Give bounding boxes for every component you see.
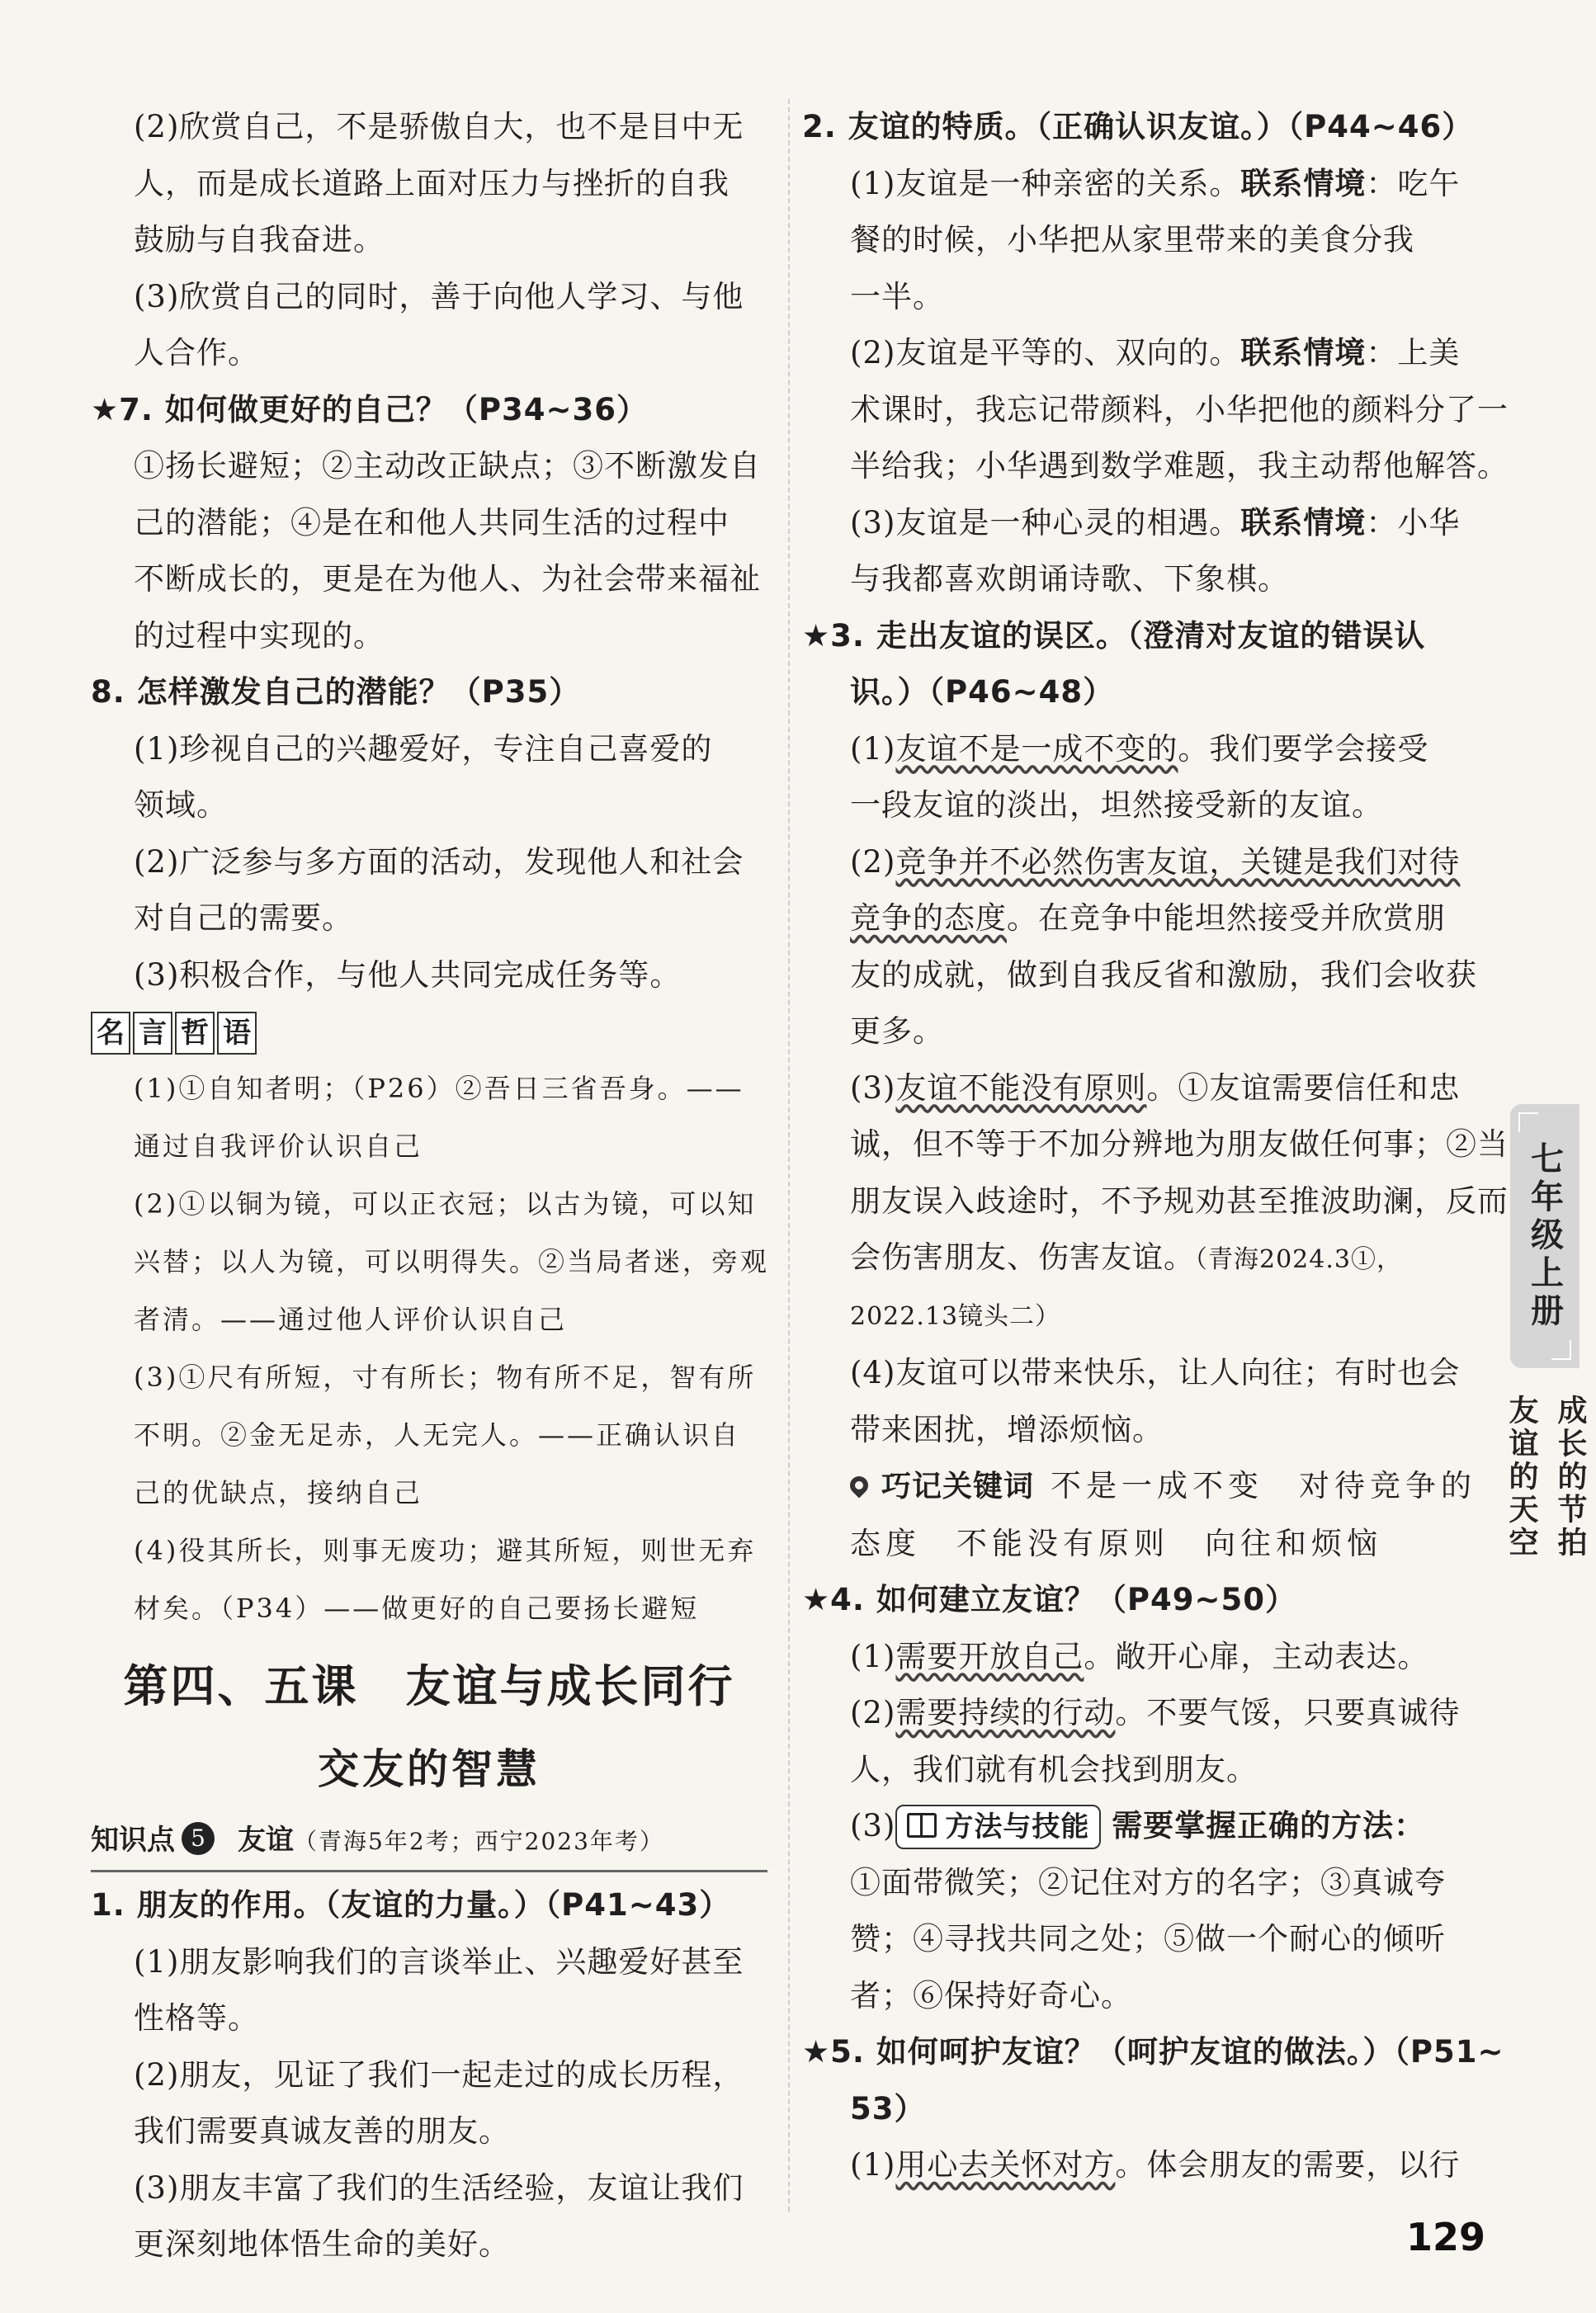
- text-span: (2): [850, 1695, 896, 1730]
- book-icon: [907, 1813, 937, 1838]
- question-4-title: ★4. 如何建立友谊？（P49~50）: [802, 1582, 1296, 1617]
- grade-side-tab: [1510, 1104, 1579, 1368]
- location-pin-icon: [846, 1472, 871, 1498]
- text-line: 一段友谊的淡出，坦然接受新的友谊。: [850, 787, 1383, 823]
- text-line: 不断成长的，更是在为他人、为社会带来福祉: [134, 561, 761, 597]
- mingyan-char: 言: [133, 1012, 172, 1055]
- text-line: 一半。: [850, 278, 944, 314]
- text-line: 半给我；小华遇到数学难题，我主动帮他解答。: [850, 448, 1509, 484]
- quote-line: 兴替；以人为镜，可以明得失。②当局者迷，旁观: [134, 1246, 770, 1277]
- text-line: 赞；④寻找共同之处；⑤做一个耐心的倾听: [850, 1921, 1446, 1957]
- method-badge-label: 方法与技能: [945, 1810, 1090, 1843]
- text-line: (1)朋友影响我们的言谈举止、兴趣爱好甚至: [134, 1943, 744, 1980]
- keywords-label: 巧记关键词: [881, 1470, 1035, 1503]
- text-line: (4)友谊可以带来快乐，让人向往；有时也会: [850, 1355, 1461, 1390]
- unit-side-labels: [1504, 1395, 1587, 1741]
- text-line: (3)欣赏自己的同时，善于向他人学习、与他: [134, 278, 744, 314]
- underlined-key-phrase: 竞争的态度: [850, 900, 1007, 936]
- knowledge-point-topic: 友谊: [238, 1824, 294, 1857]
- text-line: 术课时，我忘记带颜料，小华把他的颜料分了一: [850, 391, 1509, 427]
- underlined-key-phrase: 竞争并不必然伤害友谊，关键是我们对待: [895, 843, 1461, 880]
- text-line: 的过程中实现的。: [134, 617, 385, 654]
- text-line: [802, 1798, 1495, 1855]
- underlined-key-phrase: 用心去关怀对方: [895, 2147, 1116, 2183]
- text-line: 带来困扰，增添烦恼。: [850, 1411, 1164, 1447]
- exam-reference: （青海2024.3①，: [1195, 1245, 1402, 1274]
- chapter-title: 第四、五课 友谊与成长同行: [123, 1660, 735, 1712]
- mingyan-char: 语: [217, 1012, 257, 1055]
- knowledge-point-number: 5: [182, 1822, 215, 1855]
- text-line: 性格等。: [134, 2000, 259, 2036]
- text-line: (2)欣赏自己，不是骄傲自大，也不是目中无: [134, 109, 744, 144]
- text-line: 领域。: [134, 787, 228, 823]
- quote-line: 材矣。（P34）——做更好的自己要扬长避短: [134, 1593, 700, 1624]
- context-label: 联系情境: [1240, 504, 1367, 540]
- unit-label-1: 成长的节拍: [1553, 1395, 1587, 1560]
- quote-line: (1)①自知者明；（P26）②吾日三省吾身。——: [134, 1073, 744, 1104]
- text-line: 友的成就，做到自我反省和激励，我们会收获: [850, 956, 1477, 993]
- chapter-subtitle: 交友的智慧: [318, 1745, 541, 1793]
- text-line: 诚，但不等于不加分辨地为朋友做任何事；②当: [850, 1126, 1509, 1162]
- exam-reference: 2022.13镜头二）: [850, 1301, 1061, 1331]
- text-line: [802, 325, 1495, 382]
- text-line: (1)珍视自己的兴趣爱好，专注自己喜爱的: [134, 730, 713, 767]
- text-line: (3)朋友丰富了我们的生活经验，友谊让我们: [134, 2169, 744, 2206]
- corner-mark: [1518, 1112, 1538, 1132]
- quote-line: 者清。——通过他人评价认识自己: [134, 1304, 568, 1335]
- text-line: [802, 156, 1495, 213]
- question-7-title: ★7. 如何做更好的自己？（P34~36）: [91, 391, 648, 427]
- text-span: (1): [850, 1638, 896, 1674]
- unit-label-2: 友谊的天空: [1504, 1395, 1538, 1560]
- quote-line: 通过自我评价认识自己: [134, 1131, 423, 1162]
- question-8-title: 8. 怎样激发自己的潜能？（P35）: [91, 674, 581, 710]
- text-line: 人，而是成长道路上面对压力与挫折的自我: [134, 165, 730, 201]
- text-span: 需要掌握正确的方法：: [1112, 1808, 1426, 1843]
- text-span: 。体会朋友的需要，以行: [1115, 2147, 1461, 2183]
- text-line: [802, 495, 1495, 552]
- text-line: 人合作。: [134, 335, 259, 371]
- text-line: ①扬长避短；②主动改正缺点；③不断激发自: [134, 448, 761, 484]
- question-3-title-cont: 识。）（P46~48）: [850, 674, 1115, 710]
- question-5-title: ★5. 如何呵护友谊？（呵护友谊的做法。）（P51~: [802, 2034, 1504, 2070]
- text-line: 与我都喜欢朗诵诗歌、下象棋。: [850, 561, 1289, 597]
- text-span: 。不要气馁，只要真诚待: [1115, 1695, 1461, 1730]
- quote-line: 己的优缺点，接纳自己: [134, 1477, 423, 1508]
- text-line: 对自己的需要。: [134, 900, 353, 936]
- text-span: 。①友谊需要信任和忠: [1146, 1069, 1461, 1106]
- text-line: [802, 834, 1495, 891]
- column-divider: [788, 99, 790, 2212]
- text-line: [802, 1685, 1495, 1742]
- knowledge-point-note: （青海5年2考；西宁2023年考）: [294, 1828, 664, 1855]
- text-span: (2): [850, 843, 896, 880]
- text-line: 更深刻地体悟生命的美好。: [134, 2226, 510, 2262]
- grade-label: 七年级上册: [1525, 1141, 1564, 1331]
- question-1-title: 1. 朋友的作用。（友谊的力量。）（P41~43）: [91, 1887, 731, 1923]
- context-label: 联系情境: [1240, 165, 1367, 201]
- underlined-key-phrase: 需要持续的行动: [895, 1695, 1116, 1730]
- context-label: 联系情境: [1240, 335, 1367, 371]
- quote-line: 不明。②金无足赤，人无完人。——正确认识自: [134, 1419, 741, 1451]
- text-line: 者；⑥保持好奇心。: [850, 1977, 1132, 2013]
- text-span: 。敞开心扉，主动表达。: [1084, 1638, 1429, 1674]
- text-line: [802, 1060, 1495, 1117]
- text-line: [802, 1629, 1495, 1686]
- text-line: [802, 721, 1495, 778]
- knowledge-point-label: 知识点: [91, 1824, 175, 1857]
- underlined-key-phrase: 友谊不能没有原则: [895, 1069, 1147, 1106]
- mingyan-char: 哲: [175, 1012, 215, 1055]
- text-line: 鼓励与自我奋进。: [134, 222, 385, 257]
- left-column: [91, 99, 770, 2273]
- text-line: (2)广泛参与多方面的活动，发现他人和社会: [134, 843, 744, 880]
- underlined-key-phrase: 友谊不是一成不变的: [895, 730, 1178, 767]
- text-line: 己的潜能；④是在和他人共同生活的过程中: [134, 504, 730, 540]
- text-span: (3)友谊是一种心灵的相遇。: [850, 504, 1241, 540]
- text-span: 。在竞争中能坦然接受并欣赏朋: [1007, 900, 1446, 936]
- page-number: 129: [1406, 2215, 1486, 2259]
- quote-line: (4)役其所长，则事无废功；避其所短，则世无弃: [134, 1535, 757, 1566]
- text-line: [802, 2137, 1495, 2194]
- text-line: 更多。: [850, 1013, 944, 1049]
- text-span: (3): [850, 1808, 896, 1843]
- text-span: ：小华: [1366, 504, 1461, 540]
- keywords-text: 不是一成不变 对待竞争的: [1051, 1468, 1477, 1503]
- text-line: (3)积极合作，与他人共同完成任务等。: [134, 956, 682, 993]
- mingyan-char: 名: [91, 1012, 130, 1055]
- keywords-line: [802, 1458, 1495, 1516]
- text-line: [802, 890, 1495, 947]
- text-line: (2)朋友，见证了我们一起走过的成长历程，: [134, 2056, 744, 2093]
- text-span: (3): [850, 1069, 896, 1106]
- knowledge-point-bar: [91, 1817, 767, 1872]
- text-span: 。我们要学会接受: [1178, 730, 1429, 767]
- text-span: (2)友谊是平等的、双向的。: [850, 335, 1241, 371]
- text-line: 人，我们就有机会找到朋友。: [850, 1751, 1258, 1787]
- text-span: ：吃午: [1366, 165, 1461, 201]
- question-2-title: 2. 友谊的特质。（正确认识友谊。）（P44~46）: [802, 109, 1474, 144]
- keywords-text: 态度 不能没有原则 向往和烦恼: [850, 1525, 1382, 1561]
- text-span: ：上美: [1366, 335, 1461, 371]
- text-span: (1): [850, 730, 896, 767]
- underlined-key-phrase: 需要开放自己: [895, 1638, 1084, 1674]
- text-line: 餐的时候，小华把从家里带来的美食分我: [850, 222, 1414, 257]
- quote-line: (2)①以铜为镜，可以正衣冠；以古为镜，可以知: [134, 1188, 757, 1220]
- question-5-title-cont: 53）: [850, 2090, 926, 2127]
- quote-line: (3)①尺有所短，寸有所长；物有所不足，智有所: [134, 1362, 757, 1393]
- text-line: 我们需要真诚友善的朋友。: [134, 2113, 510, 2149]
- mingyan-label: [91, 1012, 767, 1055]
- text-line: ①面带微笑；②记住对方的名字；③真诚夸: [850, 1864, 1446, 1900]
- text-span: (1)友谊是一种亲密的关系。: [850, 165, 1241, 201]
- text-line: [802, 1230, 1495, 1289]
- corner-mark: [1551, 1340, 1571, 1360]
- text-line: 朋友误入歧途时，不予规劝甚至推波助澜，反而: [850, 1182, 1509, 1219]
- question-3-title: ★3. 走出友谊的误区。（澄清对友谊的错误认: [802, 617, 1426, 654]
- method-skill-badge: [895, 1805, 1101, 1849]
- text-span: 会伤害朋友、伤害友谊。: [850, 1239, 1195, 1275]
- right-column: [802, 99, 1509, 2194]
- text-span: (1): [850, 2147, 896, 2183]
